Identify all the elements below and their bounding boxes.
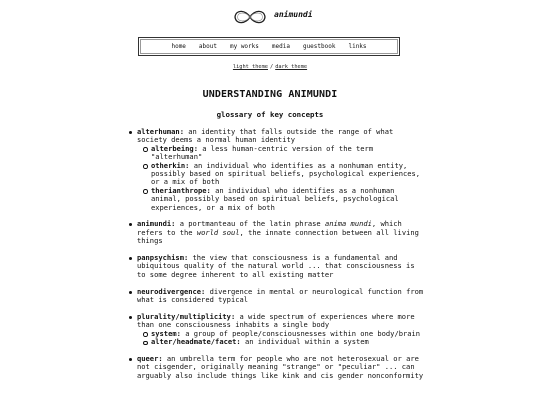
site-name[interactable]: animundi [274,10,313,19]
glossary-term: panpsychism: [137,253,189,263]
glossary-list [126,128,426,389]
glossary-term: system: [151,328,181,338]
nav-item-guestbook[interactable]: guestbook [302,43,336,50]
glossary-term: otherkin: [151,160,190,170]
glossary-definition: an individual who identifies as a nonhuman entity, possibly based on spiritual beliefs, psychological experiences, or a mix of both [151,160,421,187]
glossary-definition: a less human-centric version of the term "alterhuman" [151,143,374,162]
glossary-definition: a group of people/consciousnesses within one body/brain [185,328,421,338]
glossary-subitem-alterbeing [137,145,426,162]
page-title: UNDERSTANDING ANIMUNDI [202,89,338,100]
glossary-definition: an individual who identifies as a nonhuman animal, possibly based on spiritual beliefs, psychological experiences, or a mix of both [151,185,399,212]
glossary-sublist [137,145,426,212]
glossary-sublist [137,330,426,347]
glossary-term: plurality/multiplicity: [137,311,236,321]
glossary-definition: the view that consciousness is a fundamental and ubiquitous quality of the natural world ... that consciousness is to some degree inherent to all existing matter [137,253,415,279]
glossary-item-animundi [126,220,426,245]
glossary-subitem-alter [137,338,426,346]
glossary-subitem-otherkin [137,162,426,187]
glossary-term: therianthrope: [151,185,211,195]
glossary-definition: an identity that falls outside the range of what society deems a normal human identity [137,127,394,145]
glossary-item-neurodivergence [126,288,426,305]
page-subtitle: glossary of key concepts [216,110,324,119]
nav-item-home[interactable]: home [171,43,186,50]
nav-item-links[interactable]: links [348,43,367,50]
theme-switcher [0,64,540,70]
glossary-definition: divergence in mental or neurological function from what is considered typical [137,286,424,305]
nav-item-media[interactable]: media [271,43,290,50]
glossary-subitem-therianthrope [137,187,426,212]
glossary-definition: an individual within a system [244,337,369,347]
light-theme-link[interactable]: light theme [232,64,268,70]
main-nav [138,37,400,56]
glossary-term: animundi: [137,219,176,229]
glossary-definition [137,219,419,245]
glossary-term: alterhuman: [137,127,184,136]
nav-item-about[interactable]: about [198,43,217,50]
definition-text: a portmanteau of the latin phrase [179,219,321,229]
definition-emphasis: world soul [196,227,240,237]
definition-emphasis: anima mundi [324,219,372,229]
infinity-icon[interactable] [232,7,268,27]
glossary-item-alterhuman [126,128,426,212]
glossary-term: alter/headmate/facet: [151,337,241,347]
glossary-definition: an umbrella term for people who are not heterosexual or are not cisgender, originally meaning "strange" or "peculiar" ... can arguably also include things like kink and cis gender nonconformity [137,353,424,380]
glossary-term: alterbeing: [151,143,198,153]
glossary-term: neurodivergence: [137,286,206,296]
glossary-definition: a wide spectrum of experiences where more than one consciousness inhabits a single body [137,311,415,330]
definition-text: , which refers to the [137,219,402,237]
glossary-term: queer: [137,353,163,363]
site-header [0,6,540,28]
glossary-item-plurality [126,313,426,347]
definition-text: , the innate connection between all living things [137,227,419,246]
nav-item-my-works[interactable]: my works [229,43,259,50]
glossary-item-panpsychism [126,254,426,279]
dark-theme-link[interactable]: dark theme [275,64,308,70]
glossary-item-queer [126,355,426,380]
theme-separator: / [270,64,274,70]
